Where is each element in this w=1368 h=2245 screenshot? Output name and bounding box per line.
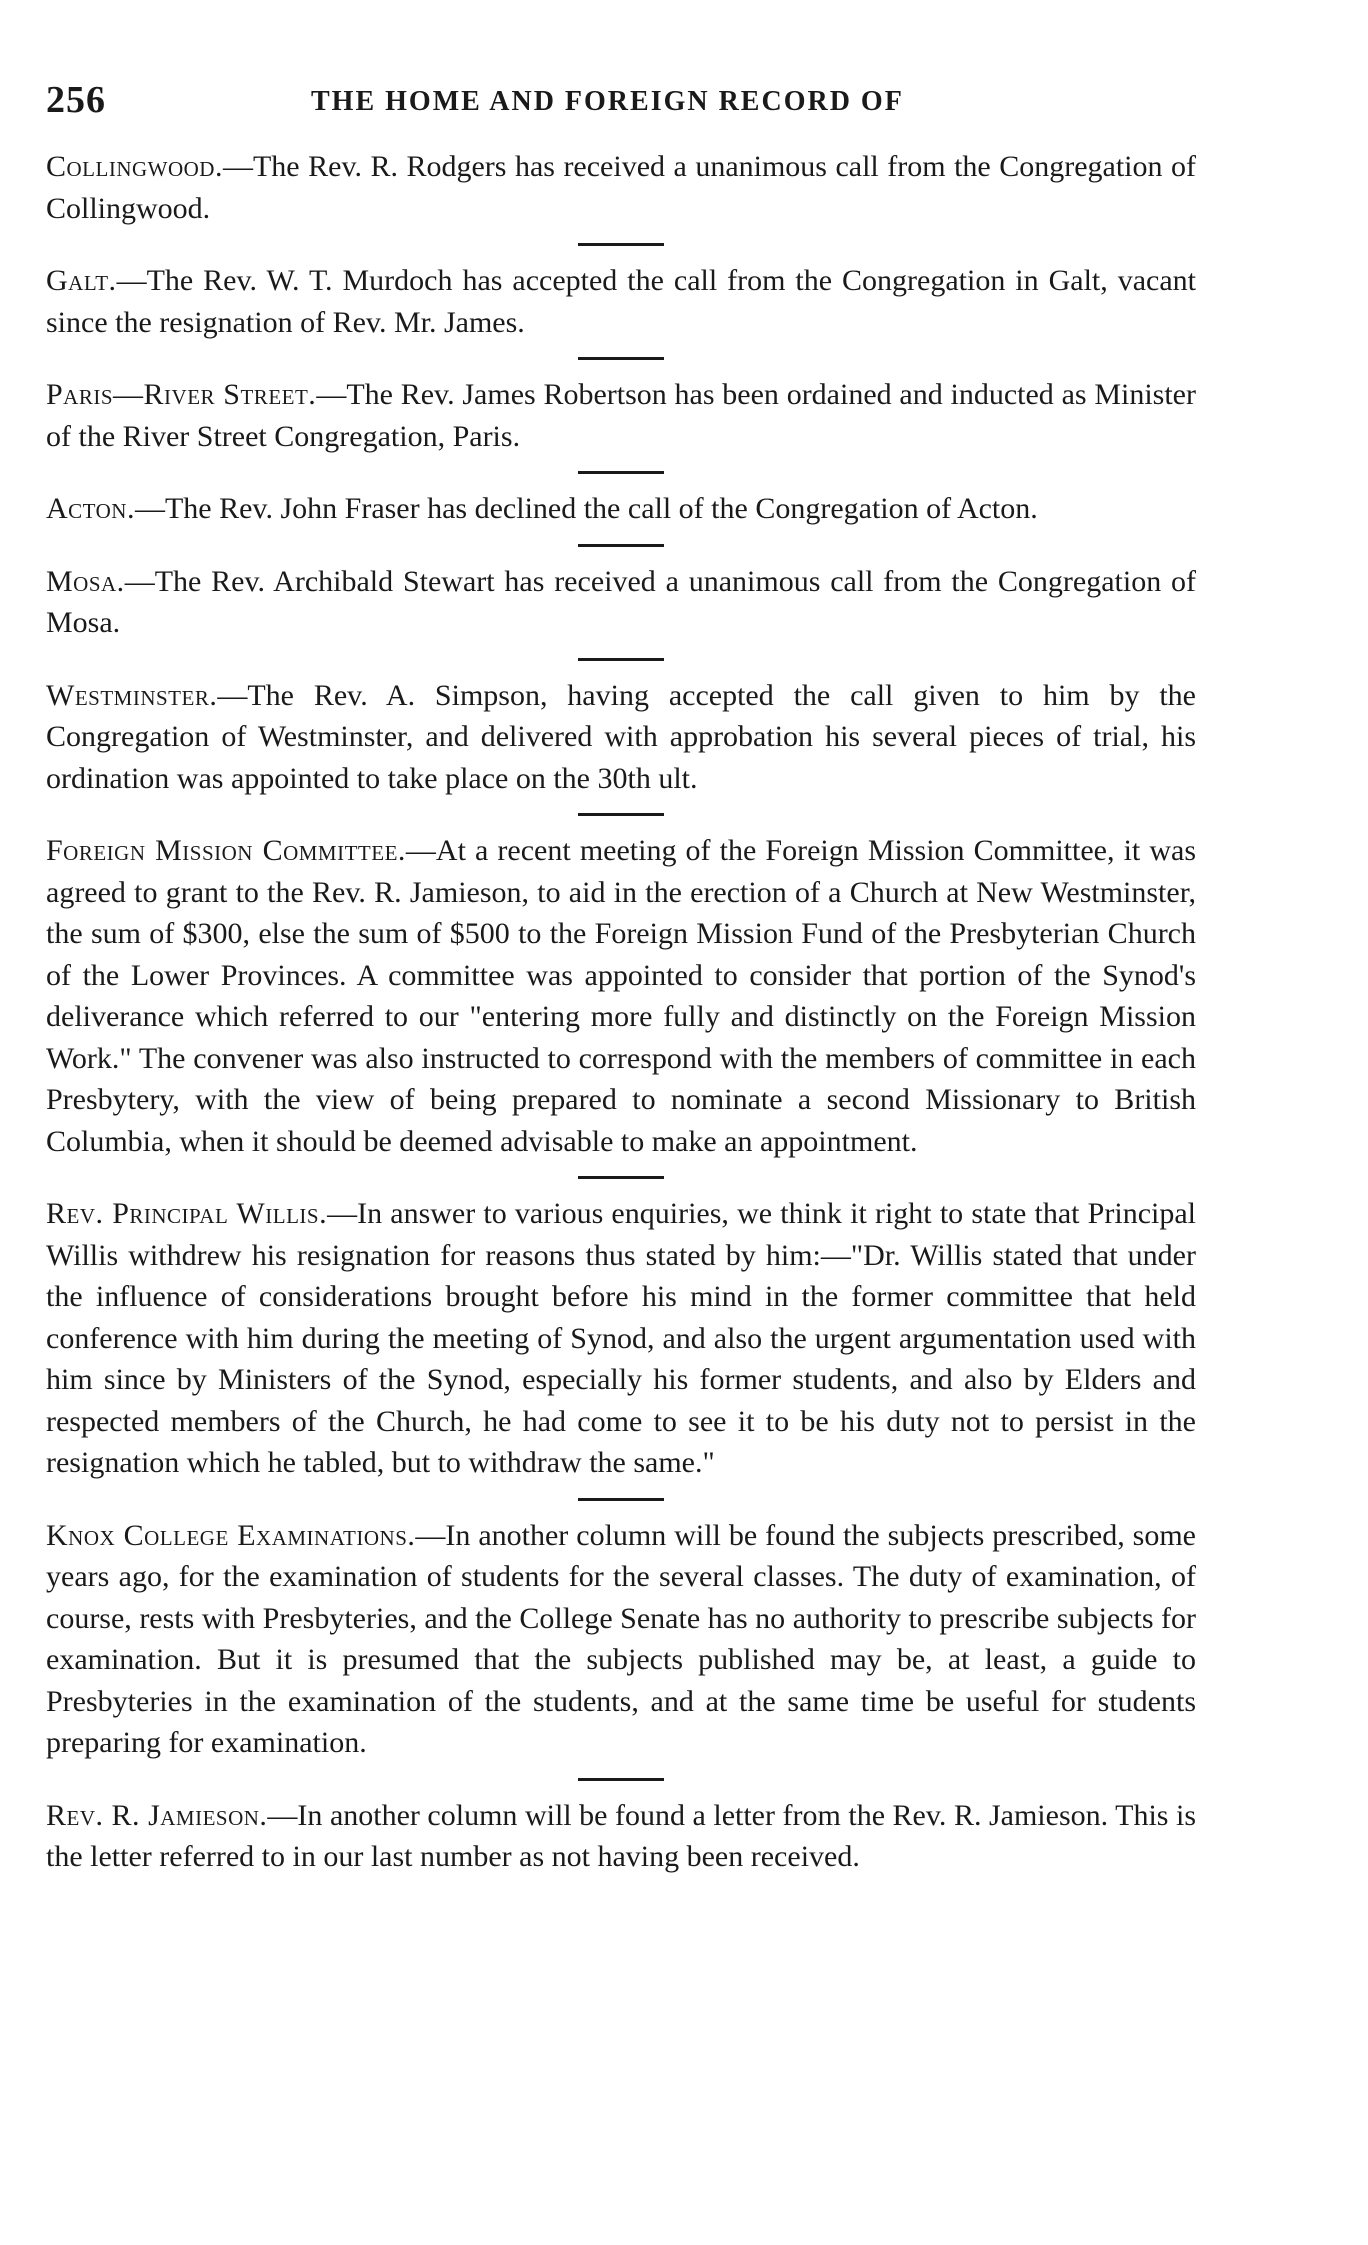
section-divider (578, 1176, 664, 1179)
notice-text: —The Rev. R. Rodgers has received a unanimous call from the Congregation of Collingwood. (46, 150, 1196, 225)
notice-text: —The Rev. John Fraser has declined the call of the Congregation of Acton. (134, 492, 1038, 525)
notice-heading: Paris—River Street. (46, 378, 317, 411)
notice-heading: Collingwood. (46, 150, 223, 183)
running-title: THE HOME AND FOREIGN RECORD OF (311, 86, 904, 117)
section-divider (578, 813, 664, 816)
section-divider (578, 1498, 664, 1501)
notice-text: —The Rev. W. T. Murdoch has accepted the call from the Congregation in Galt, vacant since the resignation of Rev. Mr. James. (46, 264, 1196, 339)
notice-text: —The Rev. Archibald Stewart has received a unanimous call from the Congregation of Mosa. (46, 564, 1196, 639)
notice-text: —In another column will be found a letter from the Rev. R. Jamieson. This is the letter referred to in our last number as not having been received. (46, 1798, 1196, 1873)
notice-text: —At a recent meeting of the Foreign Mission Committee, it was agreed to grant to the Rev. R. Jamieson, to aid in the erection of a Church at New Westminster, the sum of $300, else the sum of $500 to the Foreign Mission Fund of the Presbyterian Church of the Lower Provinces. A committee was appointed to consider that portion of the Synod's deliverance which referred to our "entering more fully and distinctly on the Foreign Mission Work." The convener was also instructed to correspond with the members of committee in each Presbytery, with the view of being prepared to nominate a second Missionary to British Columbia, when it should be deemed advisable to make an appointment. (46, 834, 1196, 1158)
section-divider (578, 471, 664, 474)
notice-mosa (46, 561, 1196, 644)
section-divider (578, 544, 664, 547)
notice-heading: Westminster. (46, 678, 218, 712)
section-divider (578, 243, 664, 246)
section-divider (578, 658, 664, 661)
notice-heading: Mosa. (46, 564, 125, 598)
running-head (46, 78, 1196, 128)
notice-westminster (46, 675, 1196, 800)
notice-foreign-mission-committee (46, 830, 1196, 1162)
notice-paris-river-street (46, 374, 1196, 457)
notice-text: —The Rev. James Robertson has been ordained and inducted as Minister of the River Street Congregation, Paris. (46, 378, 1196, 453)
notice-text: —The Rev. A. Simpson, having accepted the call given to him by the Congregation of Westminster, and delivered with approbation his several pieces of trial, his ordination was appointed to take place on the 30th ult. (46, 678, 1196, 795)
notice-heading: Acton. (46, 492, 135, 525)
notice-heading: Galt. (46, 264, 117, 297)
notice-text: —In answer to various enquiries, we think it right to state that Principal Willis withdrew his resignation for reasons thus stated by him:—"Dr. Willis stated that under the influence of considerations brought before his mind in the former committee that held conference with him during the meeting of Synod, and also the urgent argumentation used with him since by Ministers of the Synod, especially his former students, and also by Elders and respected members of the Church, he had come to see it to be his duty not to persist in the resignation which he tabled, but to withdraw the same." (46, 1197, 1196, 1479)
notice-text: —In another column will be found the subjects prescribed, some years ago, for the examination of students for the several classes. The duty of examination, of course, rests with Presbyteries, and the College Senate has no authority to prescribe subjects for examination. But it is presumed that the subjects published may be, at least, a guide to Presbyteries in the examination of the students, and at the same time be useful for students preparing for examination. (46, 1518, 1196, 1759)
notice-heading: Foreign Mission Committee. (46, 834, 406, 867)
notice-knox-college-examinations (46, 1515, 1196, 1764)
page-body (46, 146, 1196, 1878)
notice-rev-jamieson (46, 1795, 1196, 1878)
notice-galt (46, 260, 1196, 343)
notice-heading: Rev. Principal Willis. (46, 1197, 328, 1230)
notice-heading: Rev. R. Jamieson. (46, 1798, 268, 1832)
notice-heading: Knox College Examinations. (46, 1518, 416, 1552)
notice-acton (46, 488, 1196, 530)
section-divider (578, 1778, 664, 1781)
notice-principal-willis (46, 1193, 1196, 1484)
page-number: 256 (46, 79, 106, 121)
section-divider (578, 357, 664, 360)
notice-collingwood (46, 146, 1196, 229)
